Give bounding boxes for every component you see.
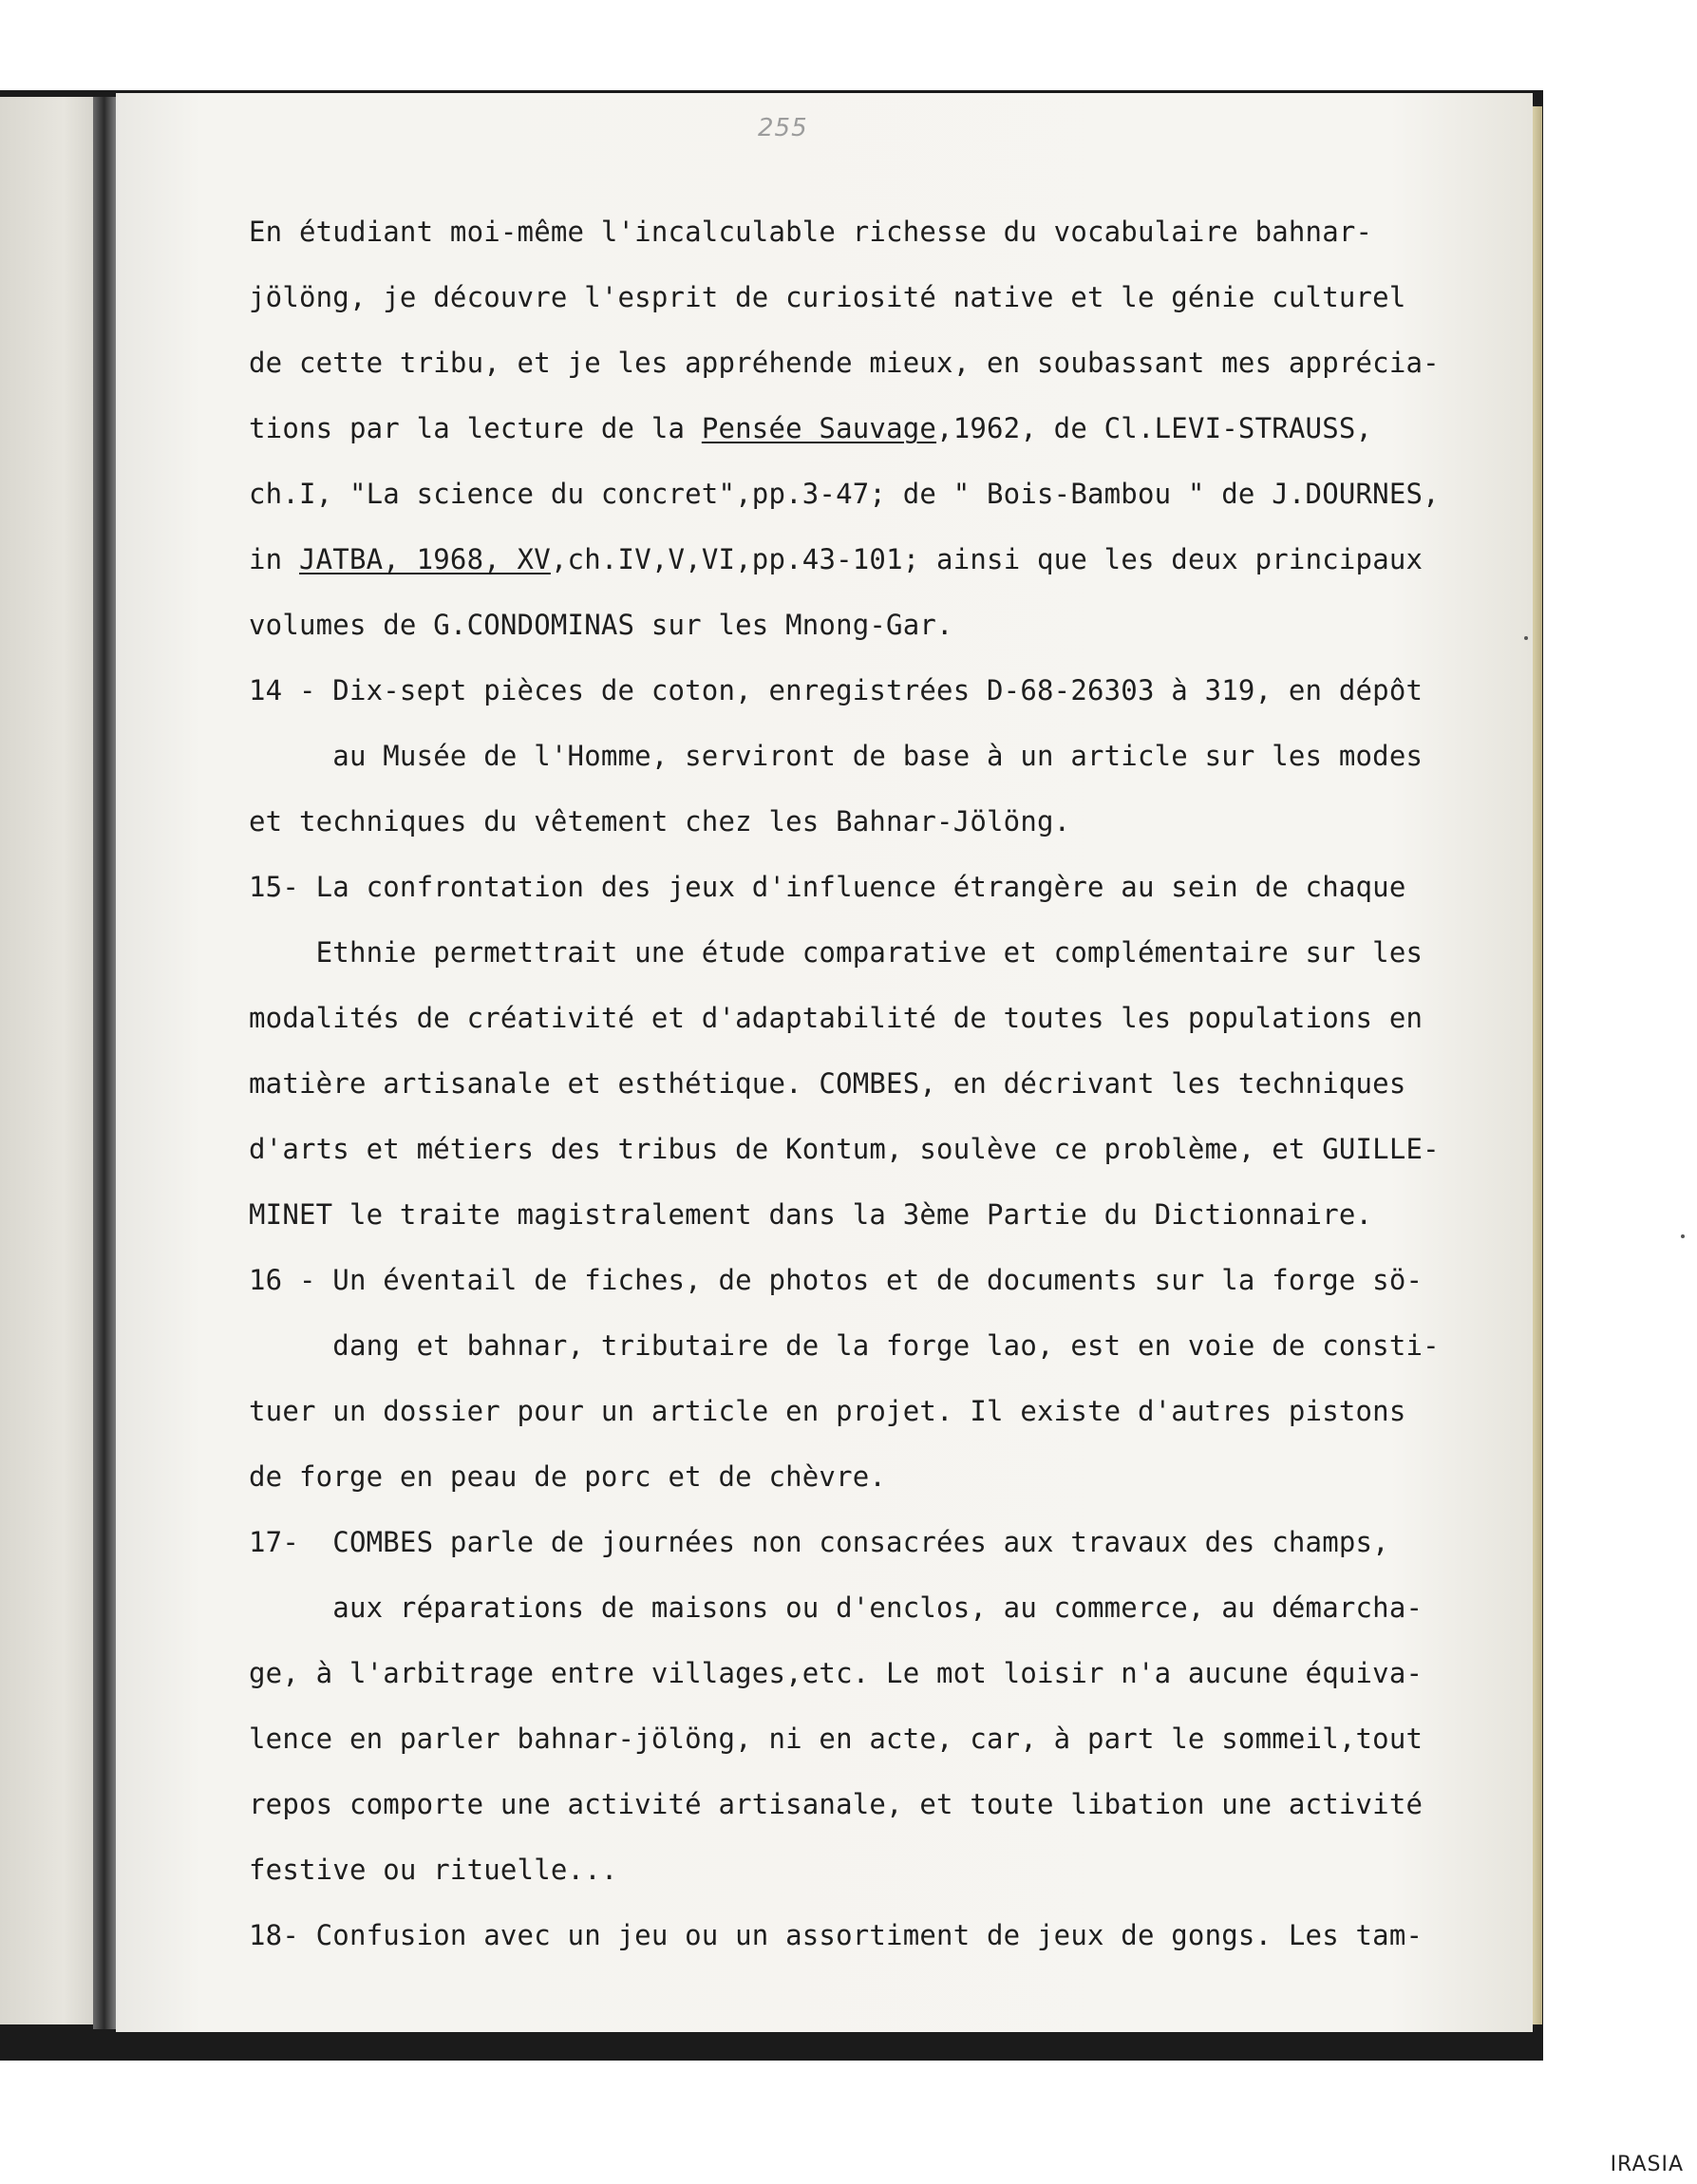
- left-page: [0, 97, 106, 2024]
- text-line: [249, 1182, 1521, 1248]
- text-line: [249, 1772, 1521, 1837]
- text-line: [249, 1575, 1521, 1641]
- text-line: [249, 1903, 1521, 1968]
- text-line: [249, 789, 1521, 855]
- text-segment: in: [249, 543, 299, 575]
- page-edge: [1533, 106, 1542, 2024]
- text-line: [249, 527, 1521, 593]
- text-segment: festive ou rituelle...: [249, 1854, 618, 1886]
- text-segment: 18- Confusion avec un jeu ou un assortiment de jeux de gongs. Les tam-: [249, 1919, 1424, 1951]
- text-segment: 14 - Dix-sept pièces de coton, enregistrées D-68-26303 à 319, en dépôt: [249, 674, 1424, 706]
- text-segment: MINET le traite magistralement dans la 3ème Partie du Dictionnaire.: [249, 1198, 1373, 1231]
- text-line: [249, 1641, 1521, 1706]
- text-segment: En étudiant moi-même l'incalculable richesse du vocabulaire bahnar-: [249, 216, 1373, 248]
- typed-text-body: [249, 199, 1521, 1968]
- text-line: [249, 265, 1521, 330]
- text-segment: ,ch.IV,V,VI,pp.43-101; ainsi que les deux principaux: [550, 543, 1424, 575]
- text-segment: tuer un dossier pour un article en projet. Il existe d'autres pistons: [249, 1395, 1406, 1427]
- text-segment: tions par la lecture de la: [249, 412, 702, 444]
- text-segment: d'arts et métiers des tribus de Kontum, soulève ce problème, et GUILLE-: [249, 1133, 1440, 1165]
- text-line: [249, 920, 1521, 986]
- text-segment: volumes de G.CONDOMINAS sur les Mnong-Gar.: [249, 609, 953, 641]
- text-segment: ch.I, "La science du concret",pp.3-47; de " Bois-Bambou " de J.DOURNES,: [249, 478, 1440, 510]
- underlined-title: JATBA, 1968, XV: [298, 543, 551, 575]
- text-line: [249, 1051, 1521, 1117]
- text-line: [249, 593, 1521, 658]
- text-segment: de forge en peau de porc et de chèvre.: [249, 1460, 887, 1493]
- text-segment: Ethnie permettrait une étude comparative et complémentaire sur les: [249, 936, 1424, 969]
- text-segment: jölöng, je découvre l'esprit de curiosité native et le génie culturel: [249, 281, 1406, 313]
- text-segment: matière artisanale et esthétique. COMBES, en décrivant les techniques: [249, 1067, 1406, 1100]
- page-number: 255: [758, 114, 808, 142]
- text-line: [249, 330, 1521, 396]
- text-line: [249, 1837, 1521, 1903]
- text-segment: 17- COMBES parle de journées non consacrées aux travaux des champs,: [249, 1526, 1389, 1558]
- text-segment: modalités de créativité et d'adaptabilité de toutes les populations en: [249, 1002, 1424, 1034]
- text-line: [249, 658, 1521, 724]
- text-line: [249, 1117, 1521, 1182]
- text-line: [249, 855, 1521, 920]
- text-segment: ,1962, de Cl.LEVI-STRAUSS,: [936, 412, 1373, 444]
- underlined-title: Pensée Sauvage: [701, 412, 937, 444]
- watermark: IRASIA: [1610, 2153, 1684, 2176]
- text-line: [249, 1510, 1521, 1575]
- text-line: [249, 1313, 1521, 1379]
- text-line: [249, 396, 1521, 461]
- text-segment: ge, à l'arbitrage entre villages,etc. Le mot loisir n'a aucune équiva-: [249, 1657, 1424, 1689]
- text-line: [249, 461, 1521, 527]
- text-line: [249, 986, 1521, 1051]
- text-segment: repos comporte une activité artisanale, et toute libation une activité: [249, 1788, 1424, 1820]
- text-segment: 16 - Un éventail de fiches, de photos et de documents sur la forge sö-: [249, 1264, 1424, 1296]
- text-segment: de cette tribu, et je les appréhende mieux, en soubassant mes apprécia-: [249, 347, 1440, 379]
- text-line: [249, 199, 1521, 265]
- text-segment: au Musée de l'Homme, serviront de base à un article sur les modes: [249, 740, 1424, 772]
- text-segment: lence en parler bahnar-jölöng, ni en acte, car, à part le sommeil,tout: [249, 1723, 1424, 1755]
- stray-mark: [1524, 636, 1528, 640]
- stray-mark: [1681, 1234, 1685, 1238]
- text-line: [249, 1248, 1521, 1313]
- text-line: [249, 724, 1521, 789]
- text-segment: dang et bahnar, tributaire de la forge lao, est en voie de consti-: [249, 1329, 1440, 1362]
- text-line: [249, 1706, 1521, 1772]
- text-segment: aux réparations de maisons ou d'enclos, au commerce, au démarcha-: [249, 1591, 1424, 1624]
- text-segment: 15- La confrontation des jeux d'influence étrangère au sein de chaque: [249, 871, 1406, 903]
- text-line: [249, 1379, 1521, 1444]
- book-spine: [93, 97, 118, 2029]
- text-line: [249, 1444, 1521, 1510]
- text-segment: et techniques du vêtement chez les Bahnar-Jölöng.: [249, 805, 1071, 838]
